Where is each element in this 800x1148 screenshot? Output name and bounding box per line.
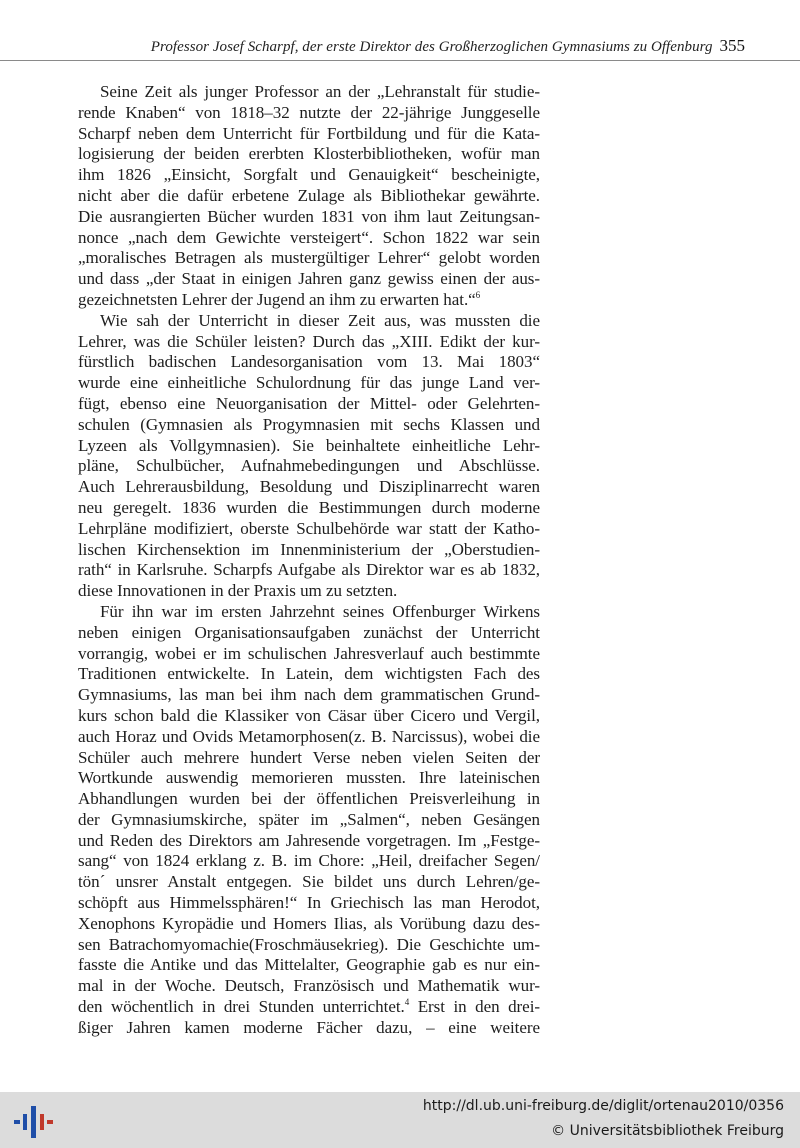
text-line-content: gezeichnetsten Lehrer der Jugend an ihm zu erwarten hat.“ [78, 289, 476, 309]
text-line [78, 997, 540, 1018]
footnote-marker: 4 [404, 997, 410, 1008]
text-line: Lyzeen als Vollgymnasien). Sie beinhaltete einheitliche Lehr- [78, 435, 540, 455]
text-line: logisierung der beiden ererbten Klosterbibliotheken, wofür man [78, 144, 540, 164]
copyright-notice: © Universitätsbibliothek Freiburg [551, 1123, 784, 1139]
header-rule [0, 60, 800, 61]
library-logo-icon [14, 1106, 54, 1138]
text-line: und dass „der Staat in einigen Jahren ganz gewiss einen der aus- [78, 269, 540, 289]
text-line: diese Innovationen in der Praxis um zu setzten. [78, 581, 398, 601]
text-line: neben einigen Organisationsaufgaben zunächst der Unterricht [78, 622, 540, 642]
text-line: fügt, ebenso eine Neuorganisation der Mittel- oder Gelehrten- [78, 393, 540, 413]
text-line: Xenophons Kyropädie und Homers Ilias, als Vorübung dazu des- [78, 913, 540, 933]
text-line: wurde eine einheitliche Schulordnung für das junge Land ver- [78, 373, 540, 393]
text-line: pläne, Schulbücher, Aufnahmebedingungen und Abschlüsse. [78, 456, 540, 476]
text-line: sang“ von 1824 erklang z. B. im Chore: „Heil, dreifacher Segen/ [78, 851, 540, 871]
page-header [0, 36, 745, 60]
text-line: rende Knaben“ von 1818–32 nutzte der 22-jährige Junggeselle [78, 102, 540, 122]
text-line: auch Horaz und Ovids Metamorphosen(z. B. Narcissus), wobei die [78, 726, 540, 746]
text-line: der Gymnasiumskirche, später im „Salmen“, neben Gesängen [78, 809, 540, 829]
text-line: ßiger Jahren kamen moderne Fächer dazu, – eine weitere [78, 1017, 540, 1037]
text-line: Wortkunde auswendig memorieren mussten. Ihre lateinischen [78, 768, 540, 788]
text-line [78, 290, 540, 311]
text-line: „moralisches Betragen als mustergültiger Lehrer“ gelobt worden [78, 248, 540, 268]
text-line: schöpft aus Himmelssphären!“ In Griechisch las man Herodot, [78, 893, 540, 913]
text-line: neu geregelt. 1836 wurden die Bestimmungen durch moderne [78, 497, 540, 517]
source-url[interactable]: http://dl.ub.uni-freiburg.de/diglit/ortenau2010/0356 [422, 1098, 784, 1114]
text-line: fürstlich badischen Landesorganisation vom 13. Mai 1803“ [78, 352, 540, 372]
text-line: sen Batrachomyomachie(Froschmäusekrieg). Die Geschichte um- [78, 934, 540, 954]
text-line: Wie sah der Unterricht in dieser Zeit aus, was mussten die [100, 310, 540, 330]
text-line: Scharpf neben dem Unterricht für Fortbildung und für die Kata- [78, 123, 540, 143]
text-line: kurs schon bald die Klassiker von Cäsar über Cicero und Vergil, [78, 705, 540, 725]
text-line: nonce „nach dem Gewichte versteigert“. Schon 1822 war sein [78, 227, 540, 247]
text-line: und Reden des Direktors am Jahresende vorgetragen. Im „Festge- [78, 830, 540, 850]
text-line: Seine Zeit als junger Professor an der „Lehranstalt für studie- [100, 82, 540, 101]
text-line: ihm 1826 „Einsicht, Sorgfalt und Genauigkeit“ bescheinigte, [78, 165, 540, 185]
text-line: Die ausrangierten Bücher wurden 1831 von ihm laut Zeitungsan- [78, 206, 540, 226]
text-line: lischen Kirchensektion im Innenministerium der „Oberstudien- [78, 539, 540, 559]
library-footer [0, 1092, 800, 1148]
text-line: Abhandlungen wurden bei der öffentlichen Preisverleihung in [78, 789, 540, 809]
text-line: Auch Lehrerausbildung, Besoldung und Disziplinarrecht waren [78, 477, 540, 497]
text-line: schulen (Gymnasien als Progymnasien mit sechs Klassen und [78, 414, 540, 434]
page-number: 355 [719, 36, 745, 55]
body-text [78, 82, 540, 1039]
text-line: Lehrer, was die Schüler leisten? Durch das „XIII. Edikt der kur- [78, 331, 540, 351]
text-line: Gymnasiums, las man bei ihm nach dem grammatischen Grund- [78, 685, 540, 705]
text-line: vorrangig, wobei er im schulischen Jahresverlauf auch bestimmte [78, 643, 540, 663]
text-line: tön´ unsrer Anstalt entgegen. Sie bildet uns durch Lehren/ge- [78, 872, 540, 892]
text-line: Traditionen entwickelte. In Latein, dem wichtigsten Fach des [78, 664, 540, 684]
text-line-content: den wöchentlich in drei Stunden unterrichtet. [78, 997, 405, 1017]
running-title: Professor Josef Scharpf, der erste Direktor des Großherzoglichen Gymnasiums zu Offenburg [150, 39, 713, 55]
text-line: Für ihn war im ersten Jahrzehnt seines Offenburger Wirkens [100, 601, 540, 621]
footnote-marker: 6 [475, 289, 481, 300]
text-line: Schüler auch mehrere hundert Verse neben vielen Seiten der [78, 747, 540, 767]
text-line: fasste die Antike und das Mittelalter, Geographie gab es nur ein- [78, 955, 540, 975]
text-line: rath“ in Karlsruhe. Scharpfs Aufgabe als Direktor war es ab 1832, [78, 560, 540, 580]
text-line-tail: Erst in den drei- [409, 997, 540, 1017]
text-line: nicht aber die dafür erbetene Zulage als Bibliothekar gewährte. [78, 185, 540, 205]
text-line: Lehrpläne modifiziert, oberste Schulbehörde war statt der Katho- [78, 518, 540, 538]
text-line: mal in der Woche. Deutsch, Französisch und Mathematik wur- [78, 976, 540, 996]
